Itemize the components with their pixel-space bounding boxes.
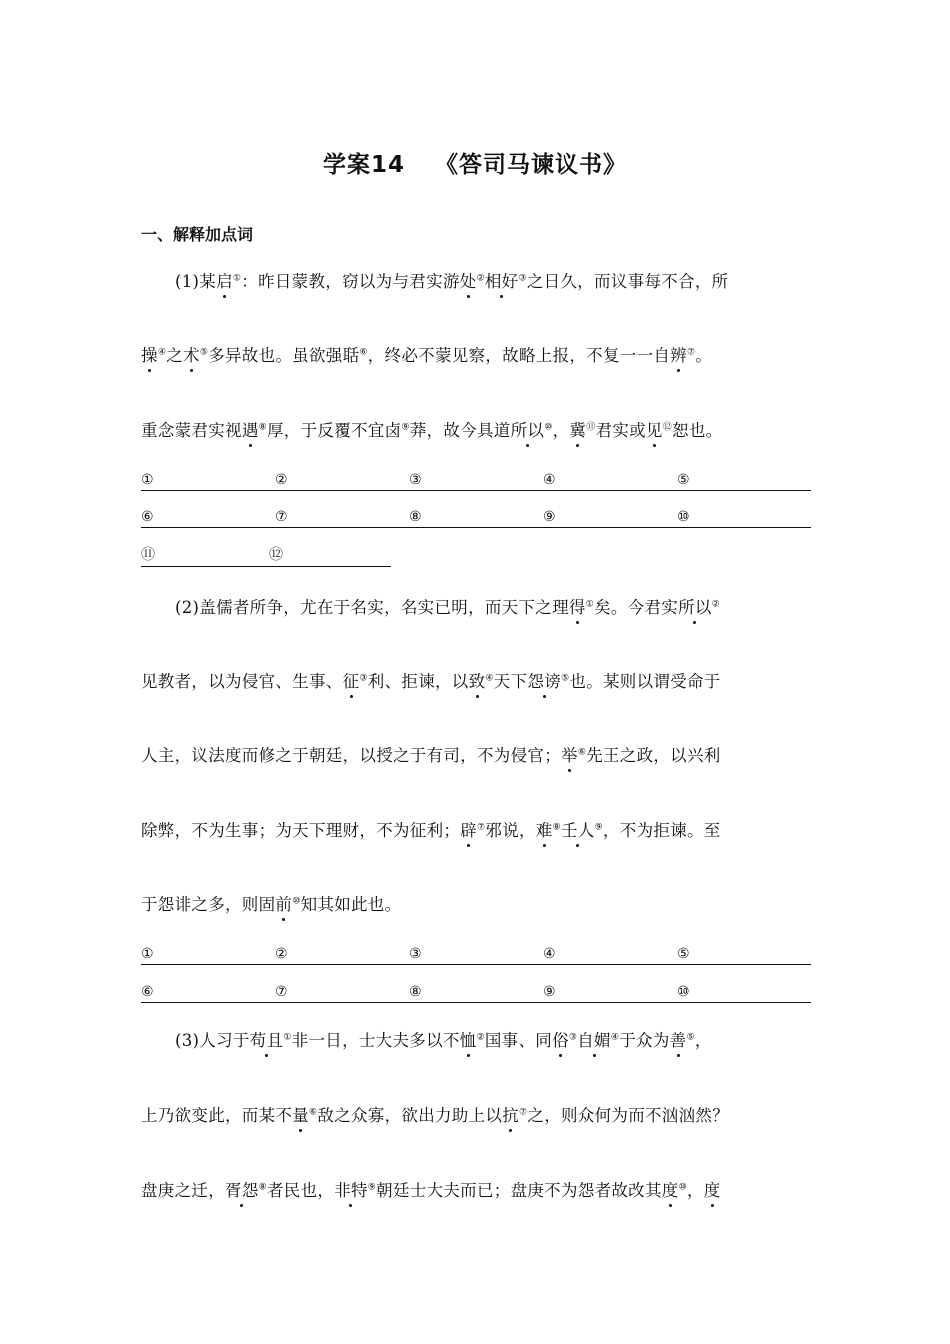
answer-row[interactable]: ⑪ ⑫: [141, 544, 391, 567]
dotted-word: 见: [645, 421, 663, 440]
para2-line5: 于怨诽之多，则固前⑩知其如此也。: [141, 895, 402, 914]
section-heading: 一、解释加点词: [141, 225, 254, 244]
title-label: 学案14: [322, 152, 405, 178]
dotted-word: 恤: [459, 1031, 477, 1050]
dotted-word: 所以: [678, 598, 712, 617]
dotted-word: 辟: [460, 821, 478, 840]
answer-row[interactable]: ① ② ③ ④ ⑤: [141, 468, 811, 491]
para2-line4: 除弊，不为生事；为天下理财，不为征利；辟⑦邪说，难⑧壬人⑨，不为拒谏。至: [141, 821, 721, 840]
title-book: 《答司马谏议书》: [435, 152, 627, 178]
dotted-word: 非特: [334, 1181, 368, 1200]
dotted-word: 抗: [502, 1106, 520, 1125]
dotted-word: 征: [342, 672, 360, 691]
para3-line1: (3)人习于苟且①非一日，士大夫多以不恤②国事、同俗③自媚④于众为善⑤，: [175, 1031, 712, 1050]
dotted-word: 俗: [552, 1031, 569, 1050]
dotted-word: 怨谤: [527, 672, 562, 691]
answer-row[interactable]: ⑥ ⑦ ⑧ ⑨ ⑩: [141, 505, 811, 528]
dotted-word: 冀: [569, 421, 587, 440]
dotted-word: 相好: [484, 272, 519, 291]
dotted-word: 举: [561, 746, 578, 765]
para1-line3: 重念蒙君实视遇⑧厚，于反覆不宜卤⑨莽，故今具道所以⑩，冀⑪君实或见⑫恕也。: [141, 421, 723, 440]
dotted-word: 遇: [241, 421, 259, 440]
dotted-word: 度: [661, 1181, 679, 1200]
para2-line1: (2)盖儒者所争，尤在于名实，名实已明，而天下之理得①矣。今君实所以②: [175, 598, 721, 617]
dotted-word: 得: [568, 598, 586, 617]
para2-line3: 人主，议法度而修之于朝廷，以授之于有司，不为侵官；举⑥先王之政，以兴利: [141, 746, 721, 765]
dotted-word: 术: [183, 346, 200, 365]
answer-row[interactable]: ① ② ③ ④ ⑤: [141, 942, 811, 965]
dotted-word: 辨: [670, 346, 687, 365]
para1-line2: 操④之术⑤多异故也。虽欲强聒⑥，终必不蒙见察，故略上报，不复一一自辨⑦。: [141, 346, 713, 365]
dotted-word: 致: [468, 672, 486, 691]
dotted-word: 量: [292, 1106, 310, 1125]
dotted-word: 苟且: [249, 1031, 284, 1050]
dotted-word: 所以: [510, 421, 545, 440]
dotted-word: 度: [703, 1181, 721, 1200]
answer-row[interactable]: ⑥ ⑦ ⑧ ⑨ ⑩: [141, 980, 811, 1003]
para3-line3: 盘庚之迁，胥怨⑧者民也，非特⑨朝廷士大夫而已；盘庚不为怨者故改其度⑩，度: [141, 1181, 721, 1200]
para3-line2: 上乃欲变此，而某不量⑥敌之众寡，欲出力助上以抗⑦之，则众何为而不汹汹然？: [141, 1106, 729, 1125]
dotted-word: 壬人: [560, 821, 595, 840]
dotted-word: 善: [669, 1031, 687, 1050]
dotted-word: 处: [459, 272, 477, 291]
dotted-word: 自媚: [577, 1031, 611, 1050]
para1-line1: (1)某启①：昨日蒙教，窃以为与君实游处②相好③之日久，而议事每不合，所: [175, 272, 729, 291]
dotted-word: 操: [141, 346, 158, 365]
page-title: [0, 146, 950, 179]
dotted-word: 胥怨: [225, 1181, 259, 1200]
dotted-word: 难: [535, 821, 553, 840]
para2-line2: 见教者，以为侵官、生事、征③利、拒谏，以致④天下怨谤⑤也。某则以谓受命于: [141, 672, 721, 691]
dotted-word: 前: [275, 895, 293, 914]
dotted-word: 启: [216, 272, 233, 291]
